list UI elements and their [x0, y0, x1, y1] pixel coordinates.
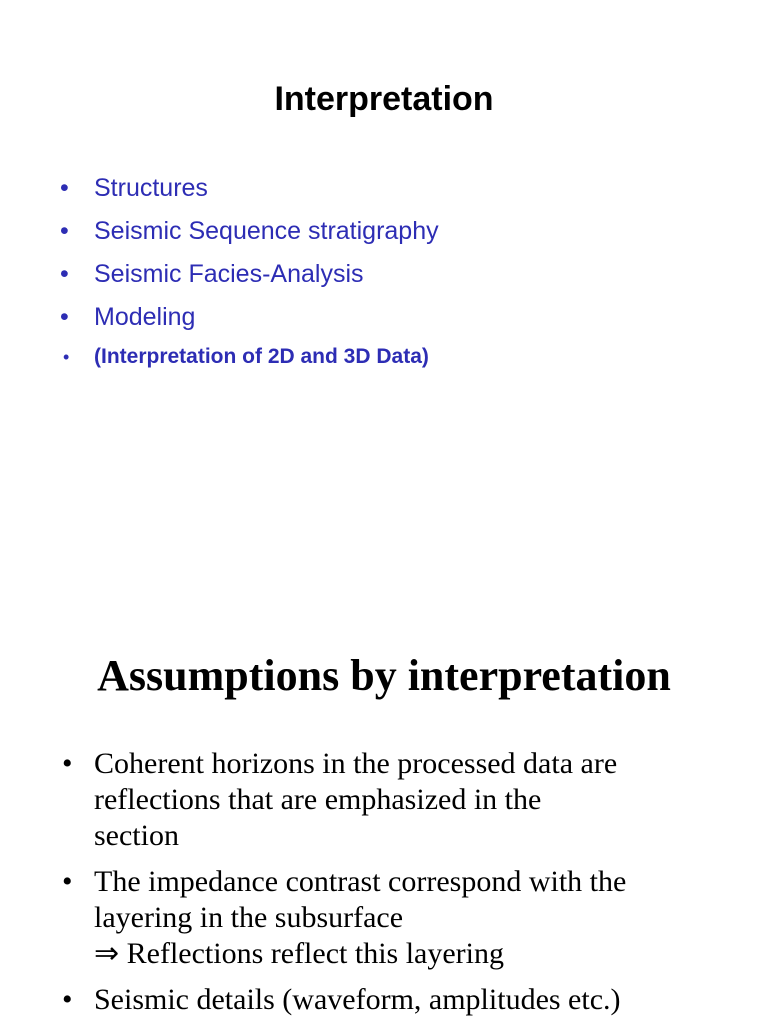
bullet-item: [62, 746, 752, 854]
bullet-text: Seismic Facies-Analysis: [94, 260, 364, 288]
slide-interpretation: [0, 0, 768, 512]
bullet-dot: •: [60, 303, 69, 331]
bullet-text: Structures: [94, 174, 208, 202]
bullet-line: Seismic details (waveform, amplitudes etc.): [94, 983, 621, 1016]
bullet-item: [62, 982, 752, 1018]
bullet-item: [60, 256, 439, 299]
bullet-text: Modeling: [94, 303, 196, 331]
bullet-dot: •: [60, 260, 69, 288]
bullet-item: [60, 299, 439, 342]
slide-assumptions: [0, 512, 768, 1024]
bullet-line: reflections that are emphasized in the: [94, 783, 542, 816]
bullet-line: The impedance contrast correspond with the: [94, 865, 627, 898]
bullet-line: section: [94, 819, 179, 852]
bullet-dot: •: [62, 983, 73, 1016]
bullet-line: ⇒ Reflections reflect this layering: [94, 937, 504, 970]
bullet-line: layering in the subsurface: [94, 901, 404, 934]
bullet-list: [62, 746, 752, 1028]
bullet-item: [62, 864, 752, 972]
bullet-text: Seismic Sequence stratigraphy: [94, 217, 439, 245]
slide-title: Assumptions by interpretation: [97, 651, 671, 700]
bullet-dot: •: [60, 174, 69, 202]
bullet-list: [60, 170, 439, 385]
bullet-dot: •: [63, 347, 70, 367]
bullet-line: Coherent horizons in the processed data are: [94, 747, 618, 780]
bullet-item: [60, 170, 439, 213]
bullet-dot: •: [62, 865, 73, 898]
bullet-text: (Interpretation of 2D and 3D Data): [94, 345, 429, 368]
bullet-item: [60, 213, 439, 256]
bullet-dot: •: [60, 217, 69, 245]
bullet-item: [60, 342, 439, 385]
slide-title: Interpretation: [274, 80, 494, 118]
bullet-dot: •: [62, 747, 73, 780]
